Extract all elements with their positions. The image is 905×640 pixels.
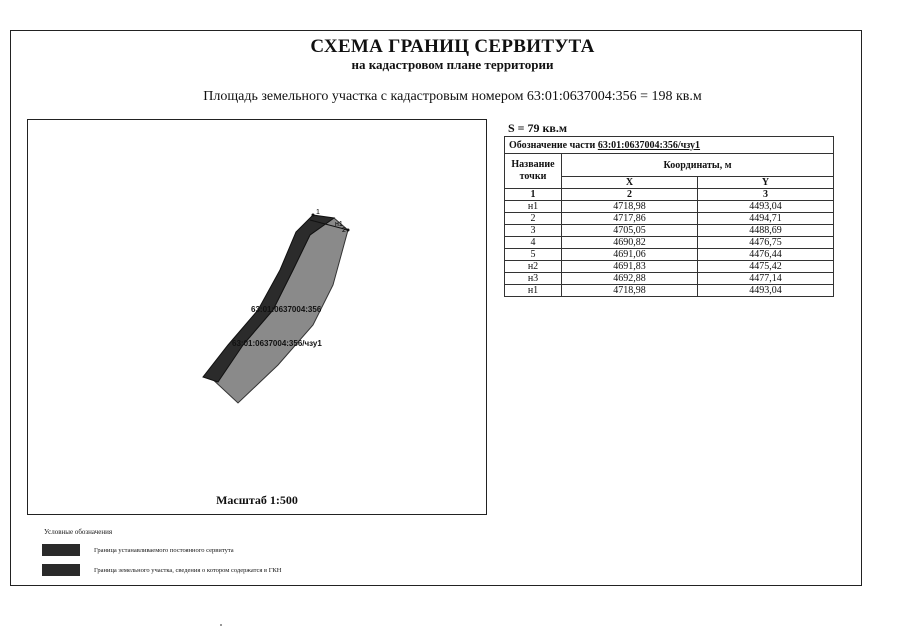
cadastral-map <box>27 119 487 515</box>
point-name: н2 <box>505 261 562 273</box>
point-name: 4 <box>505 237 562 249</box>
y-value: 4494,71 <box>697 213 833 225</box>
point-marker-2 <box>347 229 350 232</box>
point-label-n1: н1 <box>335 221 343 228</box>
legend-swatch-servitude <box>42 544 80 556</box>
y-value: 4493,04 <box>697 285 833 297</box>
x-value: 4718,98 <box>562 285 698 297</box>
y-value: 4475,42 <box>697 261 833 273</box>
map-scale: Масштаб 1:500 <box>216 493 298 507</box>
x-value: 4718,98 <box>562 201 698 213</box>
x-value: 4691,06 <box>562 249 698 261</box>
point-name: 2 <box>505 213 562 225</box>
point-name: н1 <box>505 285 562 297</box>
index-cell: 2 <box>562 189 698 201</box>
legend-label: Граница устанавливаемого постоянного сервитута <box>94 546 234 554</box>
index-cell: 1 <box>505 189 562 201</box>
coordinates-table <box>504 136 834 297</box>
x-value: 4690,82 <box>562 237 698 249</box>
legend-swatch-parcel <box>42 564 80 576</box>
document-subtitle: на кадастровом плане территории <box>351 57 554 72</box>
y-value: 4476,75 <box>697 237 833 249</box>
point-label-2: 2 <box>342 227 346 234</box>
servitude-label: 63:01:0637004:356/чзу1 <box>232 339 322 348</box>
parcel-label: 63:01:0637004:356 <box>251 305 322 314</box>
table-row <box>505 273 834 285</box>
map-drawing <box>28 120 486 514</box>
index-cell: 3 <box>697 189 833 201</box>
table-row <box>505 237 834 249</box>
table-row <box>505 201 834 213</box>
point-marker-1 <box>312 214 315 217</box>
header-row <box>505 154 834 177</box>
index-row <box>505 189 834 201</box>
servitude-area: S = 79 кв.м <box>508 121 568 135</box>
y-value: 4476,44 <box>697 249 833 261</box>
document-title: СХЕМА ГРАНИЦ СЕРВИТУТА <box>310 36 595 57</box>
x-value: 4692,88 <box>562 273 698 285</box>
x-header: X <box>562 177 698 189</box>
point-name: н3 <box>505 273 562 285</box>
point-label-1: 1 <box>316 209 320 216</box>
point-name: 5 <box>505 249 562 261</box>
table-row <box>505 285 834 297</box>
part-prefix: Обозначение части <box>509 139 596 151</box>
legend-label: Граница земельного участка, сведения о котором содержатся в ГКН <box>94 566 282 574</box>
x-value: 4717,86 <box>562 213 698 225</box>
point-name: 3 <box>505 225 562 237</box>
y-value: 4477,14 <box>697 273 833 285</box>
legend-item-parcel <box>42 564 281 576</box>
table-row <box>505 261 834 273</box>
area-statement: Площадь земельного участка с кадастровым номером 63:01:0637004:356 = 198 кв.м <box>203 89 702 104</box>
y-value: 4488,69 <box>697 225 833 237</box>
x-value: 4691,83 <box>562 261 698 273</box>
y-value: 4493,04 <box>697 201 833 213</box>
scan-speck <box>220 624 222 626</box>
point-name: н1 <box>505 201 562 213</box>
x-value: 4705,05 <box>562 225 698 237</box>
table-row <box>505 213 834 225</box>
part-code: 63:01:0637004:356/чзу1 <box>597 139 701 151</box>
legend-title: Условные обозначения <box>44 528 113 536</box>
y-header: Y <box>697 177 833 189</box>
point-name-header: Название точки <box>505 154 562 189</box>
legend-item-servitude <box>42 544 234 556</box>
table-row <box>505 225 834 237</box>
table-row <box>505 249 834 261</box>
coordinates-header: Координаты, м <box>562 154 834 177</box>
part-designation-row <box>505 137 834 154</box>
